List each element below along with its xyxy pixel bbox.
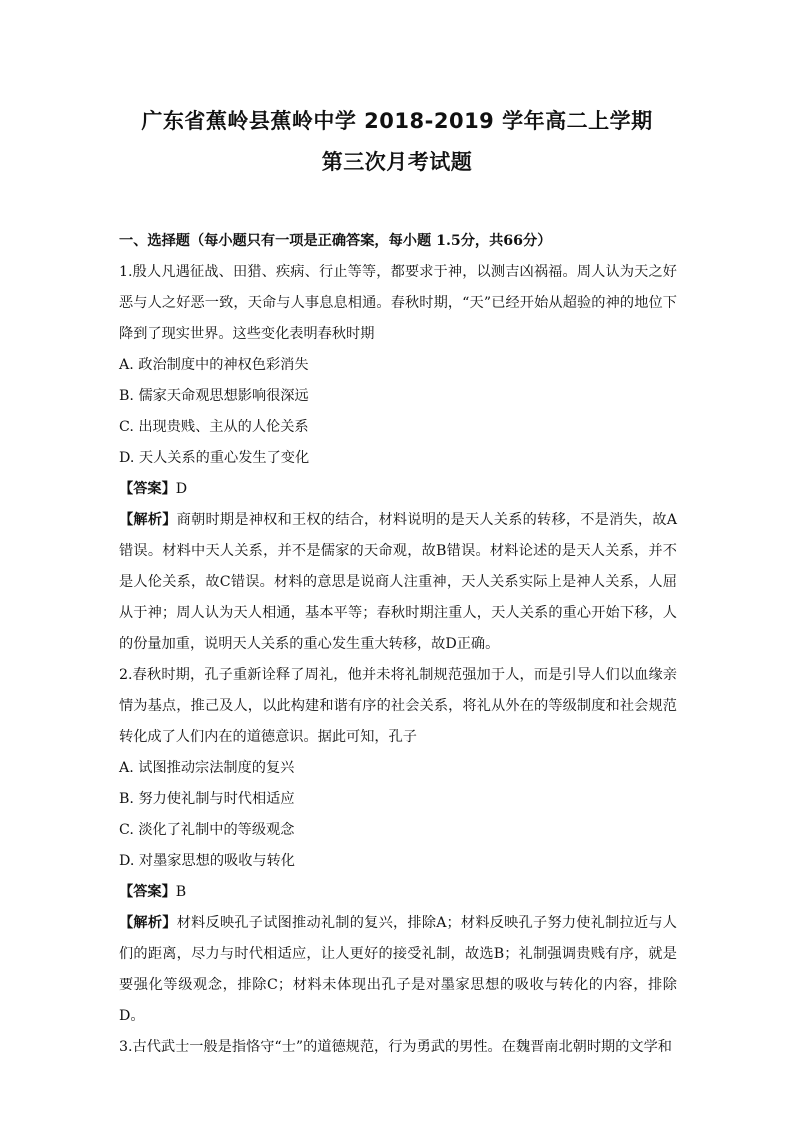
question-2-option-d: D. 对墨家思想的吸收与转化 — [119, 853, 295, 869]
analysis-text: 商朝时期是神权和王权的结合，材料说明的是天人关系的转移，不是消失，故A错误。材料中天人关系，并不是儒家的天命观，故B错误。材料论述的是天人关系，并不是人伦关系，故C错误。材料的意思是说商人注重神，天人关系实际上是神人关系，人屈从于神；周人认为天人相通，基本平等；春秋时期注重人，天人关系的重心开始下移，人的份量加重，说明天人关系的重心发生重大转移，故D正确。 — [119, 512, 677, 652]
answer-value: D — [175, 481, 188, 497]
section-heading: 一、选择题（每小题只有一项是正确答案，每小题 1.5分，共66分） — [119, 233, 552, 249]
question-1-option-c: C. 出现贵贱、主从的人伦关系 — [119, 419, 309, 435]
answer-tag: 【答案】 — [119, 481, 176, 497]
analysis-tag: 【解析】 — [119, 915, 177, 931]
question-2-option-a: A. 试图推动宗法制度的复兴 — [119, 760, 295, 776]
analysis-text: 材料反映孔子试图推动礼制的复兴，排除A；材料反映孔子努力使礼制拉近与人们的距离，尽力与时代相适应，让人更好的接受礼制，故选B；礼制强调贵贱有序，就是要强化等级观念，排除C；材料未体现出孔子是对墨家思想的吸收与转化的内容，排除D。 — [119, 915, 677, 1024]
document-subtitle: 第三次月考试题 — [321, 150, 473, 174]
question-1-answer — [119, 474, 677, 505]
answer-value: B — [175, 884, 187, 900]
answer-tag: 【答案】 — [119, 884, 176, 900]
question-1-analysis — [119, 505, 677, 660]
document-title: 广东省蕉岭县蕉岭中学 2018-2019 学年高二上学期 — [141, 109, 653, 133]
document-body — [119, 226, 677, 1063]
question-2-option-b: B. 努力使礼制与时代相适应 — [119, 791, 295, 807]
question-1-option-d: D. 天人关系的重心发生了变化 — [119, 450, 310, 466]
question-1-option-a: A. 政治制度中的神权色彩消失 — [119, 357, 309, 373]
question-1-option-b: B. 儒家天命观思想影响很深远 — [119, 388, 309, 404]
question-2-option-c: C. 淡化了礼制中的等级观念 — [119, 822, 295, 838]
question-2-answer — [119, 877, 677, 908]
question-1-stem: 1.殷人凡遇征战、田猎、疾病、行止等等，都要求于神，以测吉凶祸福。周人认为天之好恶与人之好恶一致，天命与人事息息相通。春秋时期，“天”已经开始从超验的神的地位下降到了现实世界。这些变化表明春秋时期 — [119, 264, 677, 342]
analysis-tag: 【解析】 — [119, 512, 177, 528]
question-3-stem: 3.古代武士一般是指恪守“士”的道德规范，行为勇武的男性。在魏晋南北朝时期的文学和 — [119, 1039, 672, 1055]
question-2-stem: 2.春秋时期，孔子重新诠释了周礼，他并未将礼制规范强加于人，而是引导人们以血缘亲情为基点，推己及人，以此构建和谐有序的社会关系，将礼从外在的等级制度和社会规范转化成了人们内在的道德意识。据此可知，孔子 — [119, 667, 677, 745]
question-2-analysis — [119, 908, 677, 1032]
